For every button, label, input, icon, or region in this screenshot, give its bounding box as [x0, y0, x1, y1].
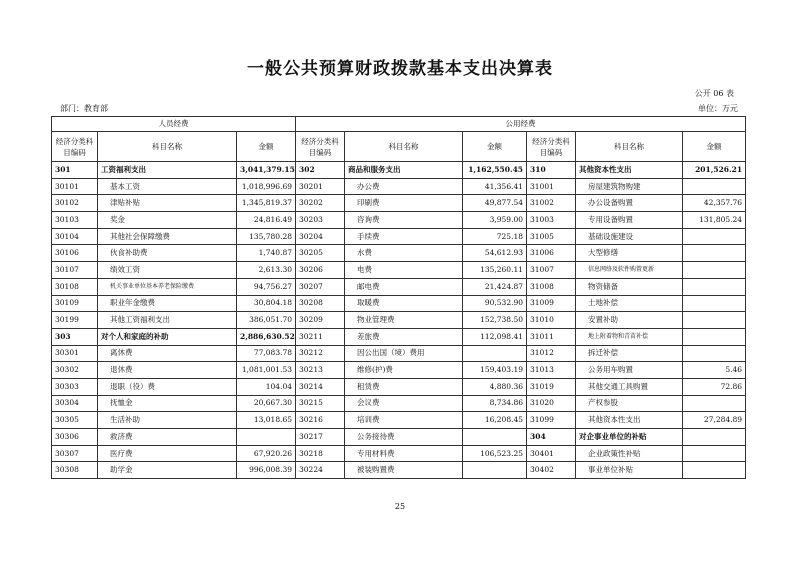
amount-cell [683, 278, 746, 295]
code-cell: 30199 [52, 312, 98, 329]
table-row [52, 462, 746, 479]
page-number: 25 [394, 502, 406, 511]
name-cell: 基本工资 [98, 178, 237, 195]
code-cell: 30107 [52, 262, 98, 279]
unit-label: 单位：万元 [698, 104, 738, 113]
code-cell: 30401 [527, 445, 576, 462]
amount-cell: 49,877.54 [463, 195, 527, 212]
code-cell: 31010 [527, 312, 576, 329]
table-row [52, 212, 746, 229]
table-row [52, 362, 746, 379]
name-cell: 基础设施建设 [576, 228, 683, 245]
code-cell: 30207 [296, 278, 345, 295]
name-cell: 印刷费 [345, 195, 463, 212]
table-row [52, 328, 746, 345]
code-cell: 30214 [296, 378, 345, 395]
code-cell: 30216 [296, 412, 345, 429]
name-cell: 产权参股 [576, 395, 683, 412]
code-cell: 31007 [527, 262, 576, 279]
name-cell: 大型修缮 [576, 245, 683, 262]
amount-cell: 90,532.90 [463, 295, 527, 312]
code-cell: 31020 [527, 395, 576, 412]
code-cell: 30206 [296, 262, 345, 279]
amount-cell: 131,805.24 [683, 212, 746, 229]
code-cell: 30305 [52, 412, 98, 429]
name-cell: 房屋建筑物购建 [576, 178, 683, 195]
name-cell: 退休费 [98, 362, 237, 379]
name-cell: 对企事业单位的补贴 [576, 429, 683, 446]
amount-cell [683, 395, 746, 412]
code-cell: 31005 [527, 228, 576, 245]
code-cell: 304 [527, 429, 576, 446]
amount-cell [683, 262, 746, 279]
table-row [52, 312, 746, 329]
amount-cell: 94,756.27 [237, 278, 296, 295]
name-cell: 水费 [345, 245, 463, 262]
table-row [52, 295, 746, 312]
table-row [52, 162, 746, 179]
name-cell: 对个人和家庭的补助 [98, 328, 237, 345]
code-cell: 30204 [296, 228, 345, 245]
code-cell: 301 [52, 162, 98, 179]
name-cell: 奖金 [98, 212, 237, 229]
expenditure-table [51, 116, 746, 479]
name-cell: 物资储备 [576, 278, 683, 295]
amount-cell [463, 345, 527, 362]
amount-cell [683, 312, 746, 329]
table-row [52, 245, 746, 262]
amount-cell [683, 178, 746, 195]
amount-cell: 21,424.87 [463, 278, 527, 295]
amount-cell: 24,816.49 [237, 212, 296, 229]
name-cell: 邮电费 [345, 278, 463, 295]
code-cell: 31011 [527, 328, 576, 345]
column-header-row [52, 132, 746, 162]
name-cell: 培训费 [345, 412, 463, 429]
name-cell: 抚恤金 [98, 395, 237, 412]
code-cell: 31002 [527, 195, 576, 212]
amount-cell: 67,920.26 [237, 445, 296, 462]
name-cell: 办公设备购置 [576, 195, 683, 212]
amount-header: 金额 [237, 132, 296, 162]
name-cell: 手续费 [345, 228, 463, 245]
amount-cell: 725.18 [463, 228, 527, 245]
code-cell: 30308 [52, 462, 98, 479]
amount-cell: 201,526.21 [683, 162, 746, 179]
name-cell: 电费 [345, 262, 463, 279]
name-cell: 咨询费 [345, 212, 463, 229]
code-cell: 31001 [527, 178, 576, 195]
name-cell: 生活补助 [98, 412, 237, 429]
table-row [52, 178, 746, 195]
code-cell: 30209 [296, 312, 345, 329]
name-cell: 工资福利支出 [98, 162, 237, 179]
amount-cell [683, 228, 746, 245]
form-number: 公开 06 表 [694, 89, 734, 98]
name-cell: 救济费 [98, 429, 237, 446]
code-cell: 31006 [527, 245, 576, 262]
amount-cell: 1,345,819.37 [237, 195, 296, 212]
code-cell: 310 [527, 162, 576, 179]
name-cell: 办公费 [345, 178, 463, 195]
amount-cell: 3,959.00 [463, 212, 527, 229]
code-cell: 30208 [296, 295, 345, 312]
public-group-header: 公用经费 [296, 117, 746, 132]
amount-cell: 72.86 [683, 378, 746, 395]
code-cell: 30303 [52, 378, 98, 395]
department-label: 部门：教育部 [60, 104, 108, 113]
amount-cell [683, 429, 746, 446]
name-header: 科目名称 [576, 132, 683, 162]
code-cell: 31013 [527, 362, 576, 379]
amount-cell [683, 245, 746, 262]
name-cell: 退职（役）费 [98, 378, 237, 395]
amount-cell [463, 429, 527, 446]
code-cell: 31009 [527, 295, 576, 312]
name-cell: 差旅费 [345, 328, 463, 345]
code-cell: 30217 [296, 429, 345, 446]
name-cell: 信息网络及软件购置更新 [576, 262, 683, 279]
amount-cell: 1,018,996.69 [237, 178, 296, 195]
table-row [52, 445, 746, 462]
code-cell: 31012 [527, 345, 576, 362]
code-cell: 30103 [52, 212, 98, 229]
amount-cell: 5.46 [683, 362, 746, 379]
table-row [52, 378, 746, 395]
amount-cell: 8,734.86 [463, 395, 527, 412]
amount-cell: 996,008.39 [237, 462, 296, 479]
amount-cell: 135,780.28 [237, 228, 296, 245]
code-header: 经济分类科目编码 [527, 132, 576, 162]
code-cell: 30104 [52, 228, 98, 245]
name-cell: 事业单位补贴 [576, 462, 683, 479]
amount-header: 金额 [683, 132, 746, 162]
amount-cell [683, 445, 746, 462]
code-cell: 30205 [296, 245, 345, 262]
name-cell: 其他工资福利支出 [98, 312, 237, 329]
name-cell: 其他资本性支出 [576, 162, 683, 179]
amount-cell: 1,081,001.53 [237, 362, 296, 379]
name-cell: 维修(护)费 [345, 362, 463, 379]
amount-cell: 4,880.36 [463, 378, 527, 395]
name-cell: 伙食补助费 [98, 245, 237, 262]
amount-cell [237, 429, 296, 446]
code-cell: 30304 [52, 395, 98, 412]
name-cell: 公务接待费 [345, 429, 463, 446]
name-cell: 商品和服务支出 [345, 162, 463, 179]
code-cell: 31099 [527, 412, 576, 429]
code-cell: 31019 [527, 378, 576, 395]
table-row [52, 262, 746, 279]
code-cell: 30302 [52, 362, 98, 379]
table-row [52, 345, 746, 362]
code-cell: 30106 [52, 245, 98, 262]
code-cell: 303 [52, 328, 98, 345]
name-cell: 被装购置费 [345, 462, 463, 479]
name-cell: 拆迁补偿 [576, 345, 683, 362]
amount-cell: 2,613.30 [237, 262, 296, 279]
name-cell: 机关事业单位基本养老保险缴费 [98, 278, 237, 295]
code-cell: 30108 [52, 278, 98, 295]
name-cell: 其他交通工具购置 [576, 378, 683, 395]
page-title: 一般公共预算财政拨款基本支出决算表 [247, 59, 553, 79]
code-cell: 30211 [296, 328, 345, 345]
amount-cell [683, 295, 746, 312]
amount-header: 金额 [463, 132, 527, 162]
name-header: 科目名称 [98, 132, 237, 162]
code-cell: 30307 [52, 445, 98, 462]
code-cell: 31003 [527, 212, 576, 229]
amount-cell: 41,356.41 [463, 178, 527, 195]
code-cell: 30402 [527, 462, 576, 479]
amount-cell: 386,051.70 [237, 312, 296, 329]
amount-cell: 42,357.76 [683, 195, 746, 212]
group-header-row [52, 117, 746, 132]
name-cell: 地上附着物和青苗补偿 [576, 328, 683, 345]
amount-cell: 16,208.45 [463, 412, 527, 429]
code-cell: 30212 [296, 345, 345, 362]
amount-cell: 13,018.65 [237, 412, 296, 429]
amount-cell: 3,041,379.15 [237, 162, 296, 179]
amount-cell: 1,162,550.45 [463, 162, 527, 179]
name-cell: 土地补偿 [576, 295, 683, 312]
name-cell: 助学金 [98, 462, 237, 479]
name-cell: 津贴补贴 [98, 195, 237, 212]
code-cell: 30218 [296, 445, 345, 462]
table-row [52, 228, 746, 245]
amount-cell [683, 328, 746, 345]
amount-cell: 30,804.18 [237, 295, 296, 312]
code-cell: 30201 [296, 178, 345, 195]
amount-cell: 135,260.11 [463, 262, 527, 279]
name-cell: 物业管理费 [345, 312, 463, 329]
amount-cell [683, 462, 746, 479]
personnel-group-header: 人员经费 [52, 117, 296, 132]
amount-cell: 106,523.25 [463, 445, 527, 462]
name-cell: 会议费 [345, 395, 463, 412]
table-row [52, 429, 746, 446]
name-header: 科目名称 [345, 132, 463, 162]
name-cell: 专用设备购置 [576, 212, 683, 229]
code-cell: 302 [296, 162, 345, 179]
name-cell: 其他资本性支出 [576, 412, 683, 429]
amount-cell: 2,886,630.52 [237, 328, 296, 345]
name-cell: 企业政策性补贴 [576, 445, 683, 462]
amount-cell: 159,403.19 [463, 362, 527, 379]
code-cell: 30102 [52, 195, 98, 212]
name-cell: 职业年金缴费 [98, 295, 237, 312]
code-header: 经济分类科目编码 [52, 132, 98, 162]
code-cell: 30202 [296, 195, 345, 212]
name-cell: 专用材料费 [345, 445, 463, 462]
code-cell: 30109 [52, 295, 98, 312]
code-cell: 30215 [296, 395, 345, 412]
name-cell: 医疗费 [98, 445, 237, 462]
name-cell: 其他社会保障缴费 [98, 228, 237, 245]
amount-cell [683, 345, 746, 362]
code-cell: 30301 [52, 345, 98, 362]
amount-cell: 77,083.78 [237, 345, 296, 362]
name-cell: 因公出国（境）费用 [345, 345, 463, 362]
amount-cell: 27,284.89 [683, 412, 746, 429]
name-cell: 离休费 [98, 345, 237, 362]
code-cell: 30224 [296, 462, 345, 479]
amount-cell [463, 462, 527, 479]
amount-cell: 1,740.87 [237, 245, 296, 262]
table-row [52, 195, 746, 212]
name-cell: 取暖费 [345, 295, 463, 312]
code-cell: 30213 [296, 362, 345, 379]
name-cell: 租赁费 [345, 378, 463, 395]
amount-cell: 104.04 [237, 378, 296, 395]
amount-cell: 112,098.41 [463, 328, 527, 345]
name-cell: 公务用车购置 [576, 362, 683, 379]
code-cell: 30101 [52, 178, 98, 195]
code-cell: 30306 [52, 429, 98, 446]
code-cell: 30203 [296, 212, 345, 229]
name-cell: 绩效工资 [98, 262, 237, 279]
table-row [52, 412, 746, 429]
table-row [52, 278, 746, 295]
table-row [52, 395, 746, 412]
amount-cell: 20,667.30 [237, 395, 296, 412]
code-header: 经济分类科目编码 [296, 132, 345, 162]
amount-cell: 152,738.50 [463, 312, 527, 329]
name-cell: 安置补助 [576, 312, 683, 329]
amount-cell: 54,612.93 [463, 245, 527, 262]
code-cell: 31008 [527, 278, 576, 295]
